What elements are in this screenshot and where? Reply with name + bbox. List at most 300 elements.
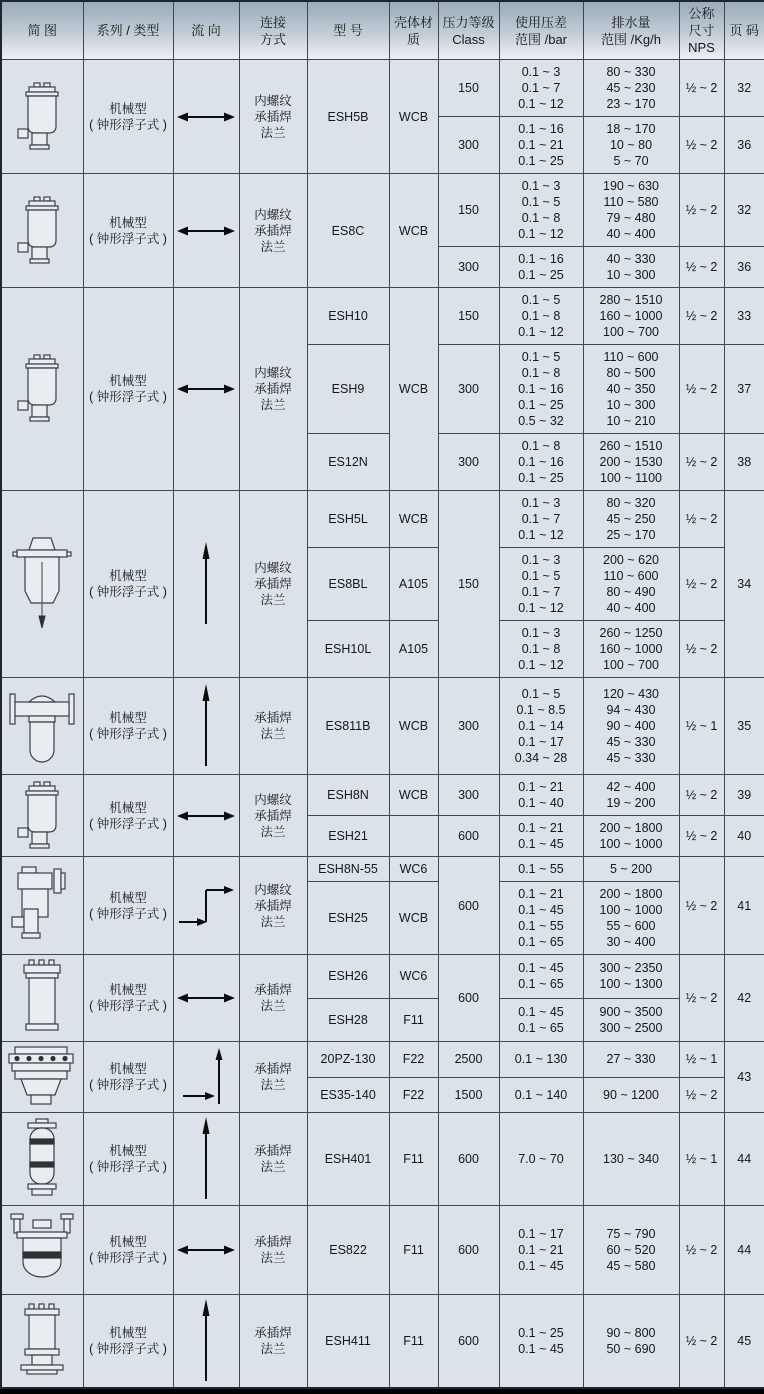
flow-cell: [173, 857, 239, 955]
model-cell: ES8C: [307, 174, 389, 288]
pressure-range-line: 0.1 ~ 140: [514, 1087, 568, 1102]
model-cell: ESH10L: [307, 621, 389, 678]
schematic-cell: [1, 1042, 83, 1113]
table-row: [1, 60, 764, 117]
drain-range-cell: [583, 345, 679, 434]
nps-cell: ½ ~ 1: [679, 678, 724, 775]
pressure-range-line: 0.1 ~ 3: [521, 553, 561, 567]
series-label: ( 钟形浮子式 ): [89, 1342, 167, 1356]
drain-range-cell: [583, 1042, 679, 1078]
pressure-range-line: 0.1 ~ 45: [518, 961, 564, 976]
connection-cell: [239, 775, 307, 857]
drain-range-line: 45 ~ 230: [606, 81, 656, 95]
drain-range-line: 45 ~ 330: [606, 751, 656, 765]
connection-label: 法兰: [260, 1160, 286, 1174]
model-cell: ESH5L: [307, 491, 389, 548]
connection-cell: [239, 288, 307, 491]
model-cell: ESH26: [307, 955, 389, 999]
pressure-range-line: 0.1 ~ 7: [521, 81, 561, 95]
pressure-range-line: 0.1 ~ 8: [521, 309, 561, 323]
drain-range-cell: [583, 775, 679, 816]
table-row: [1, 491, 764, 548]
col-header-pressure-class: [438, 1, 499, 60]
col-header-line: 型 号: [333, 23, 363, 38]
page-cell: 35: [724, 678, 764, 775]
connection-label: 法兰: [260, 1342, 286, 1356]
drain-range-line: 90 ~ 800: [606, 1326, 656, 1340]
model-cell: ESH10: [307, 288, 389, 345]
class-cell: 300: [438, 117, 499, 174]
page-cell: 39: [724, 775, 764, 816]
model-cell: ES822: [307, 1206, 389, 1295]
flow-cell: [173, 60, 239, 174]
page-cell: 34: [724, 491, 764, 678]
series-label: ( 钟形浮子式 ): [89, 816, 167, 831]
connection-cell: [239, 1113, 307, 1206]
class-cell: 150: [438, 288, 499, 345]
nps-cell: ½ ~ 1: [679, 1113, 724, 1206]
pressure-range-cell: [499, 775, 583, 816]
pressure-range-line: 0.1 ~ 45: [518, 903, 564, 917]
table-row: [1, 174, 764, 247]
class-cell: 1500: [438, 1077, 499, 1113]
drain-range-line: 190 ~ 630: [603, 179, 659, 193]
nps-cell: ½ ~ 2: [679, 955, 724, 1042]
drain-range-line: 19 ~ 200: [606, 796, 656, 810]
material-cell: WCB: [389, 678, 438, 775]
pressure-range-cell: [499, 434, 583, 491]
drain-range-line: 5 ~ 70: [613, 154, 649, 168]
schematic-cell: [1, 857, 83, 955]
drain-range-line: 80 ~ 490: [606, 585, 656, 599]
drain-range-cell: [583, 174, 679, 247]
pressure-range-cell: [499, 955, 583, 999]
class-cell: 600: [438, 1113, 499, 1206]
drain-range-line: 45 ~ 580: [606, 1259, 656, 1273]
drain-range-line: 260 ~ 1510: [599, 439, 663, 453]
drain-range-cell: [583, 60, 679, 117]
pressure-range-cell: [499, 548, 583, 621]
flow-cell: [173, 678, 239, 775]
col-header-line: 范围 /Kg/h: [601, 31, 661, 47]
drain-range-line: 100 ~ 1100: [600, 471, 662, 485]
col-header-line: 简 图: [27, 23, 58, 38]
nps-cell: ½ ~ 2: [679, 117, 724, 174]
bidirectional-arrow-icon: [176, 992, 237, 1004]
col-header-line: 排水量: [611, 14, 651, 30]
col-header-series-type: [83, 1, 173, 60]
drain-range-line: 60 ~ 520: [606, 1243, 656, 1257]
pressure-range-cell: [499, 174, 583, 247]
pressure-range-line: 0.1 ~ 8: [521, 642, 561, 656]
pressure-range-line: 0.1 ~ 12: [518, 658, 564, 672]
tank-vert2-trap-schematic-icon: [4, 1303, 81, 1379]
bell-side-trap-schematic-icon: [4, 354, 81, 424]
up-arrow-icon: [176, 684, 237, 768]
series-cell: [83, 1295, 173, 1389]
pressure-range-line: 0.1 ~ 25: [518, 471, 564, 485]
drain-range-line: 260 ~ 1250: [599, 626, 663, 640]
drain-range-cell: [583, 678, 679, 775]
drain-range-line: 80 ~ 500: [606, 366, 656, 380]
connection-label: 内螺纹: [254, 882, 292, 897]
connection-label: 承插焊: [254, 1235, 292, 1249]
drain-range-line: 40 ~ 330: [606, 252, 656, 266]
stack-trap-schematic-icon: [4, 1046, 81, 1108]
page-cell: 36: [724, 247, 764, 288]
table-row: [1, 1295, 764, 1389]
col-header-line: 连接: [259, 14, 286, 30]
model-cell: ESH21: [307, 816, 389, 857]
pressure-range-line: 0.1 ~ 21: [518, 1243, 564, 1257]
material-cell: WCB: [389, 174, 438, 288]
pressure-range-line: 0.1 ~ 5: [521, 293, 561, 307]
nps-cell: ½ ~ 2: [679, 345, 724, 434]
connection-label: 法兰: [260, 1251, 286, 1265]
pressure-range-line: 0.1 ~ 16: [518, 122, 564, 136]
drain-range-cell: [583, 434, 679, 491]
connection-label: 承插焊: [254, 1062, 292, 1076]
bell-vert-trap-schematic-icon: [4, 536, 81, 632]
pressure-range-line: 0.1 ~ 7: [521, 585, 561, 599]
bell-horiz-trap-schematic-icon: [4, 682, 81, 770]
nps-cell: ½ ~ 2: [679, 1295, 724, 1389]
series-cell: [83, 60, 173, 174]
col-header-line: 系列 / 类型: [96, 23, 160, 38]
drain-range-cell: [583, 1077, 679, 1113]
pressure-range-line: 0.1 ~ 5: [521, 195, 561, 209]
drain-range-cell: [583, 857, 679, 882]
drain-range-cell: [583, 1113, 679, 1206]
material-cell: WCB: [389, 775, 438, 816]
pressure-range-cell: [499, 345, 583, 434]
col-header-schematic: [1, 1, 83, 60]
pressure-range-line: 0.1 ~ 14: [518, 719, 564, 733]
connection-label: 承插焊: [254, 109, 292, 124]
nps-cell: ½ ~ 2: [679, 174, 724, 247]
drain-range-line: 200 ~ 1800: [599, 821, 663, 835]
drain-range-line: 100 ~ 700: [603, 325, 659, 339]
drain-range-cell: [583, 548, 679, 621]
connection-cell: [239, 60, 307, 174]
class-cell: 150: [438, 491, 499, 678]
drain-range-line: 10 ~ 300: [606, 398, 656, 412]
pressure-range-line: 0.1 ~ 25: [518, 1326, 564, 1340]
schematic-cell: [1, 775, 83, 857]
drain-range-line: 160 ~ 1000: [599, 642, 663, 656]
bidirectional-arrow-icon: [176, 810, 237, 822]
drain-range-line: 94 ~ 430: [606, 703, 656, 717]
material-cell: F22: [389, 1077, 438, 1113]
pressure-range-line: 0.1 ~ 8: [521, 211, 561, 225]
material-cell: F11: [389, 1206, 438, 1295]
tank-vert-trap-schematic-icon: [4, 1118, 81, 1200]
page-cell: 44: [724, 1206, 764, 1295]
schematic-cell: [1, 60, 83, 174]
model-cell: ES811B: [307, 678, 389, 775]
col-header-flow-direction: [173, 1, 239, 60]
page-cell: 40: [724, 816, 764, 857]
bell-angle-trap-schematic-icon: [4, 865, 81, 947]
up-arrow-icon: [176, 1117, 237, 1201]
pressure-range-line: 0.1 ~ 12: [518, 227, 564, 241]
flow-cell: [173, 491, 239, 678]
nps-cell: ½ ~ 2: [679, 775, 724, 816]
pressure-range-line: 0.1 ~ 3: [521, 65, 561, 79]
col-header-connection: [239, 1, 307, 60]
drain-range-line: 10 ~ 210: [606, 414, 656, 428]
pressure-range-line: 0.5 ~ 32: [518, 414, 564, 428]
drain-range-cell: [583, 1295, 679, 1389]
pressure-range-cell: [499, 117, 583, 174]
model-cell: ESH5B: [307, 60, 389, 174]
pressure-range-cell: [499, 491, 583, 548]
drain-range-line: 10 ~ 300: [606, 268, 656, 282]
drain-range-line: 50 ~ 690: [606, 1342, 656, 1356]
pressure-range-line: 0.1 ~ 21: [518, 887, 564, 901]
nps-cell: ½ ~ 2: [679, 857, 724, 955]
pressure-range-line: 0.1 ~ 25: [518, 268, 564, 282]
drain-range-line: 200 ~ 620: [603, 553, 659, 567]
connection-label: 法兰: [260, 593, 286, 607]
col-header-line: 使用压差: [514, 14, 567, 30]
col-header-line: 页 码: [729, 23, 760, 38]
series-label: ( 钟形浮子式 ): [89, 117, 167, 132]
series-label: 机械型: [109, 374, 147, 388]
class-cell: 600: [438, 1206, 499, 1295]
series-cell: [83, 491, 173, 678]
drain-range-cell: [583, 117, 679, 174]
connection-cell: [239, 955, 307, 1042]
schematic-cell: [1, 955, 83, 1042]
table-row: [1, 288, 764, 345]
page-cell: 37: [724, 345, 764, 434]
drain-range-line: 42 ~ 400: [606, 780, 656, 794]
connection-label: 承插焊: [254, 808, 292, 823]
pressure-range-line: 0.1 ~ 12: [518, 601, 564, 615]
drain-range-line: 90 ~ 400: [606, 719, 656, 733]
connection-label: 法兰: [260, 398, 286, 412]
schematic-cell: [1, 1206, 83, 1295]
page-cell: 36: [724, 117, 764, 174]
pressure-range-line: 0.1 ~ 21: [518, 138, 564, 152]
pressure-range-line: 0.1 ~ 16: [518, 455, 564, 469]
nps-cell: ½ ~ 2: [679, 816, 724, 857]
flow-cell: [173, 775, 239, 857]
drain-range-line: 27 ~ 330: [606, 1052, 656, 1067]
table-body: [1, 60, 764, 1389]
drain-range-line: 75 ~ 790: [606, 1227, 656, 1241]
material-cell: A105: [389, 548, 438, 621]
model-cell: ES35-140: [307, 1077, 389, 1113]
pressure-range-cell: [499, 1113, 583, 1206]
pressure-range-line: 0.1 ~ 17: [518, 735, 564, 749]
pressure-range-cell: [499, 882, 583, 955]
series-label: ( 钟形浮子式 ): [89, 231, 167, 246]
material-cell: WC6: [389, 955, 438, 999]
connection-label: 内螺纹: [254, 561, 292, 575]
connection-label: 内螺纹: [254, 207, 292, 222]
material-cell: WCB: [389, 60, 438, 174]
pressure-range-line: 0.1 ~ 3: [521, 179, 561, 193]
pressure-range-line: 0.1 ~ 16: [518, 252, 564, 266]
drain-range-line: 18 ~ 170: [606, 122, 656, 136]
up-arrow-icon: [176, 542, 237, 626]
pressure-range-line: 0.34 ~ 28: [514, 751, 568, 765]
col-header-body-material: [389, 1, 438, 60]
page-cell: 33: [724, 288, 764, 345]
drain-range-line: 110 ~ 580: [603, 195, 659, 209]
connection-label: 法兰: [260, 824, 286, 839]
material-cell: WC6: [389, 857, 438, 882]
series-cell: [83, 775, 173, 857]
class-cell: 600: [438, 1295, 499, 1389]
series-cell: [83, 1042, 173, 1113]
class-cell: 600: [438, 816, 499, 857]
table-row: [1, 1113, 764, 1206]
connection-cell: [239, 857, 307, 955]
flow-cell: [173, 174, 239, 288]
connection-label: 承插焊: [254, 711, 292, 725]
pressure-range-line: 0.1 ~ 130: [514, 1052, 568, 1067]
schematic-cell: [1, 174, 83, 288]
class-cell: 2500: [438, 1042, 499, 1078]
pressure-range-line: 0.1 ~ 12: [518, 325, 564, 339]
drain-range-cell: [583, 882, 679, 955]
pressure-range-cell: [499, 247, 583, 288]
pressure-range-line: 0.1 ~ 40: [518, 796, 564, 810]
flow-cell: [173, 1042, 239, 1113]
col-header-line: 壳体材: [393, 14, 433, 30]
drain-range-line: 200 ~ 1530: [599, 455, 663, 469]
nps-cell: ½ ~ 2: [679, 434, 724, 491]
pressure-range-line: 0.1 ~ 45: [518, 1004, 564, 1019]
drain-range-line: 280 ~ 1510: [599, 293, 663, 307]
drain-range-line: 10 ~ 80: [609, 138, 653, 152]
table-row: [1, 775, 764, 816]
series-label: 机械型: [109, 1326, 147, 1340]
drain-range-line: 100 ~ 1300: [599, 977, 663, 992]
connection-label: 内螺纹: [254, 792, 292, 807]
drain-range-cell: [583, 955, 679, 999]
drain-range-line: 300 ~ 2350: [599, 961, 663, 976]
drain-range-line: 5 ~ 200: [609, 862, 653, 876]
material-cell: A105: [389, 621, 438, 678]
nps-cell: ½ ~ 2: [679, 60, 724, 117]
series-label: ( 钟形浮子式 ): [89, 1078, 167, 1092]
nps-cell: ½ ~ 2: [679, 288, 724, 345]
drain-range-cell: [583, 998, 679, 1042]
pressure-range-line: 0.1 ~ 7: [521, 512, 561, 526]
pressure-range-line: 0.1 ~ 12: [518, 528, 564, 542]
col-header-diff-pressure: [499, 1, 583, 60]
series-cell: [83, 955, 173, 1042]
col-header-model: [307, 1, 389, 60]
page-cell: 43: [724, 1042, 764, 1113]
material-cell: WCB: [389, 882, 438, 955]
flow-cell: [173, 288, 239, 491]
pressure-range-cell: [499, 1295, 583, 1389]
model-cell: ESH401: [307, 1113, 389, 1206]
class-cell: 300: [438, 247, 499, 288]
nps-cell: ½ ~ 2: [679, 1206, 724, 1295]
page-cell: 32: [724, 60, 764, 117]
drain-range-cell: [583, 247, 679, 288]
drain-range-line: 110 ~ 600: [603, 569, 659, 583]
schematic-cell: [1, 491, 83, 678]
header-row: [1, 1, 764, 60]
drain-range-line: 23 ~ 170: [606, 97, 656, 111]
class-cell: 300: [438, 434, 499, 491]
drain-range-line: 30 ~ 400: [606, 935, 656, 949]
col-header-line: 流 向: [191, 23, 221, 38]
model-cell: ESH28: [307, 998, 389, 1042]
series-label: ( 钟形浮子式 ): [89, 999, 167, 1013]
drain-range-line: 120 ~ 430: [603, 687, 659, 701]
step-arrow-icon: [176, 878, 237, 934]
series-label: 机械型: [109, 1144, 147, 1158]
col-header-line: 质: [406, 31, 420, 47]
connection-label: 法兰: [260, 239, 286, 254]
drain-range-line: 90 ~ 1200: [603, 1087, 659, 1102]
pressure-range-line: 0.1 ~ 5: [521, 569, 561, 583]
pressure-range-cell: [499, 678, 583, 775]
drain-range-line: 25 ~ 170: [606, 528, 656, 542]
connection-label: 法兰: [260, 1078, 286, 1092]
table-row: [1, 955, 764, 999]
model-cell: ES12N: [307, 434, 389, 491]
series-label: 机械型: [109, 215, 147, 230]
class-cell: 300: [438, 345, 499, 434]
nps-cell: ½ ~ 2: [679, 621, 724, 678]
drain-range-line: 100 ~ 1000: [599, 903, 663, 917]
series-label: 机械型: [109, 1235, 147, 1249]
model-cell: 20PZ-130: [307, 1042, 389, 1078]
series-cell: [83, 1206, 173, 1295]
nps-cell: ½ ~ 2: [679, 491, 724, 548]
table-row: [1, 1206, 764, 1295]
drain-range-line: 55 ~ 600: [606, 919, 656, 933]
table-row: [1, 857, 764, 882]
page-cell: 42: [724, 955, 764, 1042]
connection-cell: [239, 678, 307, 775]
flow-cell: [173, 1113, 239, 1206]
bidirectional-arrow-icon: [176, 383, 237, 395]
pressure-range-line: 0.1 ~ 55: [518, 862, 564, 876]
model-cell: ESH411: [307, 1295, 389, 1389]
material-cell: F11: [389, 1113, 438, 1206]
drain-range-line: 100 ~ 1000: [599, 837, 663, 851]
class-cell: 150: [438, 60, 499, 117]
connection-label: 承插焊: [254, 223, 292, 238]
pressure-range-line: 0.1 ~ 12: [518, 97, 564, 111]
connection-cell: [239, 1295, 307, 1389]
pressure-range-line: 0.1 ~ 65: [518, 935, 564, 949]
corner-arrow-icon: [176, 1046, 237, 1108]
drain-range-line: 45 ~ 330: [606, 735, 656, 749]
connection-label: 承插焊: [254, 983, 292, 997]
col-header-nominal-size: [679, 1, 724, 60]
pressure-range-line: 0.1 ~ 25: [518, 398, 564, 412]
page-cell: 38: [724, 434, 764, 491]
connection-label: 法兰: [260, 914, 286, 929]
pressure-range-line: 0.1 ~ 25: [518, 154, 564, 168]
pressure-range-line: 0.1 ~ 16: [518, 382, 564, 396]
drain-range-cell: [583, 288, 679, 345]
pressure-range-line: 0.1 ~ 8: [521, 439, 561, 453]
bidirectional-arrow-icon: [176, 111, 237, 123]
schematic-cell: [1, 1295, 83, 1389]
